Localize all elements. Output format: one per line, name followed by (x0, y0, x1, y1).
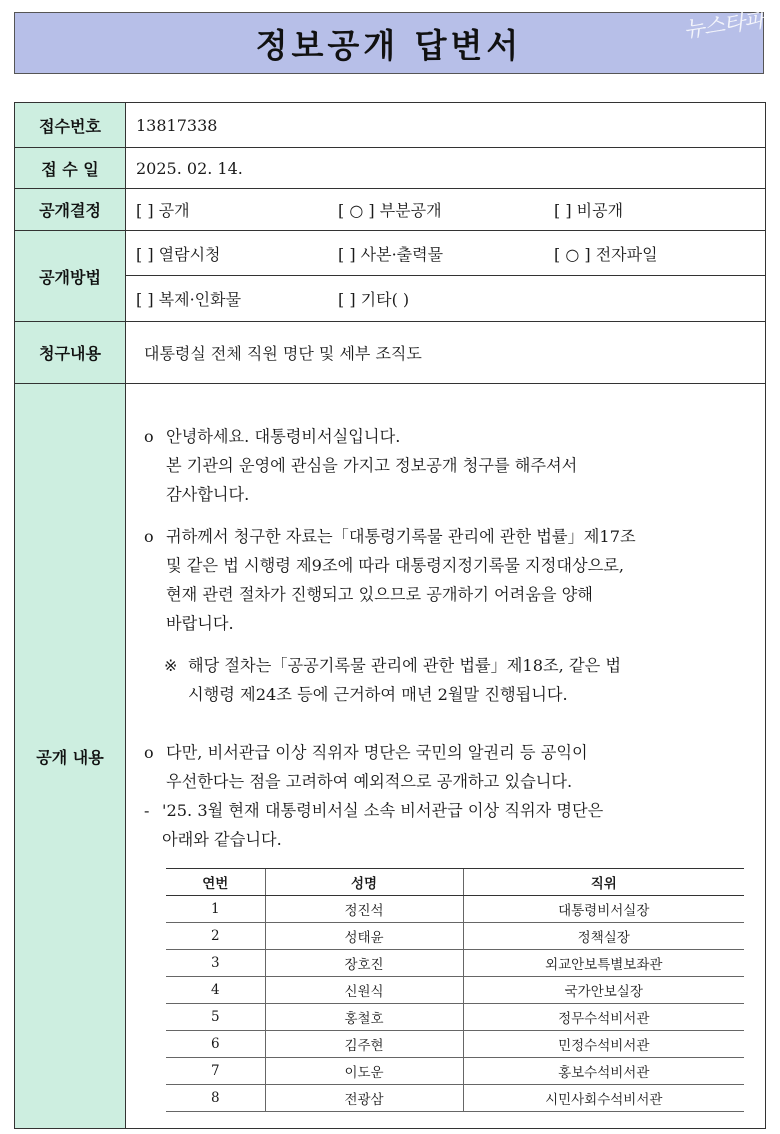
table-row (166, 1058, 744, 1085)
row-name: 장호진 (265, 950, 463, 977)
row-name: 정진석 (265, 896, 463, 923)
table-row (166, 1031, 744, 1058)
method-option-copy: [ ] 사본·출력물 (338, 244, 444, 264)
bullet-mark: o (144, 527, 154, 546)
column-header-number: 연번 (166, 869, 265, 896)
row-number: 8 (166, 1085, 265, 1112)
row-position: 정무수석비서관 (463, 1004, 744, 1031)
row-position: 대통령비서실장 (463, 896, 744, 923)
dash-line: '25. 3월 현재 대통령비서실 소속 비서관급 이상 직위자 명단은 (162, 801, 604, 820)
row-number: 1 (166, 896, 265, 923)
dash-item (144, 796, 747, 854)
row-name: 홍철호 (265, 1004, 463, 1031)
law-line: 바랍니다. (166, 614, 234, 633)
decision-option-private: [ ] 비공개 (554, 201, 624, 220)
table-row (166, 1004, 744, 1031)
greeting-line: 감사합니다. (166, 485, 250, 504)
row-number: 4 (166, 977, 265, 1004)
row-number: 6 (166, 1031, 265, 1058)
law-line: 귀하께서 청구한 자료는「대통령기록물 관리에 관한 법률」제17조 (166, 527, 636, 546)
row-number: 2 (166, 923, 265, 950)
column-header-name: 성명 (265, 869, 463, 896)
row-position: 시민사회수석비서관 (463, 1085, 744, 1112)
receipt-number-label: 접수번호 (15, 103, 126, 148)
document-title-banner (14, 12, 764, 74)
column-header-position: 직위 (463, 869, 744, 896)
disclosure-label: 공개 내용 (15, 384, 126, 1129)
method-option-viewing: [ ] 열람시청 (136, 244, 221, 264)
dash-mark: - (144, 801, 150, 820)
row-name: 전광삼 (265, 1085, 463, 1112)
method-options-row2 (126, 276, 766, 322)
row-name: 성태윤 (265, 923, 463, 950)
row-position: 홍보수석비서관 (463, 1058, 744, 1085)
row-name: 이도운 (265, 1058, 463, 1085)
staff-table (166, 868, 744, 1112)
method-label: 공개방법 (15, 231, 126, 322)
row-number: 5 (166, 1004, 265, 1031)
note-mark: ※ (164, 656, 178, 675)
newstapa-watermark: 뉴스타파 (681, 7, 766, 44)
decision-options (126, 189, 766, 231)
bullet-mark: o (144, 743, 154, 762)
method-option-replica: [ ] 복제·인화물 (136, 290, 242, 309)
receipt-date-label: 접 수 일 (15, 148, 126, 189)
note-paragraph (144, 651, 747, 709)
greeting-line: 본 기관의 운영에 관심을 가지고 정보공개 청구를 해주셔서 (166, 456, 578, 475)
table-row (166, 923, 744, 950)
method-option-electronic: [ ○ ] 전자파일 (554, 244, 658, 264)
response-form (14, 102, 766, 1129)
note-line: 해당 절차는「공공기록물 관리에 관한 법률」제18조, 같은 법 (188, 656, 622, 675)
exception-paragraph (144, 738, 747, 796)
exception-line: 우선한다는 점을 고려하여 예외적으로 공개하고 있습니다. (166, 772, 573, 791)
table-row (166, 896, 744, 923)
greeting-paragraph (144, 422, 747, 509)
request-content: 대통령실 전체 직원 명단 및 세부 조직도 (126, 322, 766, 384)
dash-line: 아래와 같습니다. (162, 830, 282, 849)
method-options-row1 (126, 231, 766, 276)
row-name: 김주현 (265, 1031, 463, 1058)
row-position: 국가안보실장 (463, 977, 744, 1004)
bullet-mark: o (144, 427, 154, 446)
row-number: 3 (166, 950, 265, 977)
exception-line: 다만, 비서관급 이상 직위자 명단은 국민의 알권리 등 공익이 (166, 743, 588, 762)
table-row (166, 1085, 744, 1112)
decision-label: 공개결정 (15, 189, 126, 231)
row-name: 신원식 (265, 977, 463, 1004)
greeting-line: 안녕하세요. 대통령비서실입니다. (166, 427, 401, 446)
law-line: 현재 관련 절차가 진행되고 있으므로 공개하기 어려움을 양해 (166, 585, 593, 604)
request-label: 청구내용 (15, 322, 126, 384)
table-row (166, 977, 744, 1004)
receipt-number-value: 13817338 (126, 103, 766, 148)
row-position: 민정수석비서관 (463, 1031, 744, 1058)
decision-option-public: [ ] 공개 (136, 201, 190, 220)
row-position: 외교안보특별보좌관 (463, 950, 744, 977)
law-paragraph (144, 522, 747, 638)
receipt-date-value: 2025. 02. 14. (126, 148, 766, 189)
row-position: 정책실장 (463, 923, 744, 950)
table-row (166, 950, 744, 977)
document-title: 정보공개 답변서 (255, 25, 523, 65)
law-line: 및 같은 법 시행령 제9조에 따라 대통령지정기록물 지정대상으로, (166, 556, 625, 575)
row-number: 7 (166, 1058, 265, 1085)
method-option-other: [ ] 기타( ) (338, 290, 410, 309)
decision-option-partial: [ ○ ] 부분공개 (338, 201, 442, 220)
note-line: 시행령 제24조 등에 근거하여 매년 2월말 진행됩니다. (188, 685, 568, 704)
disclosure-content (126, 384, 766, 1129)
